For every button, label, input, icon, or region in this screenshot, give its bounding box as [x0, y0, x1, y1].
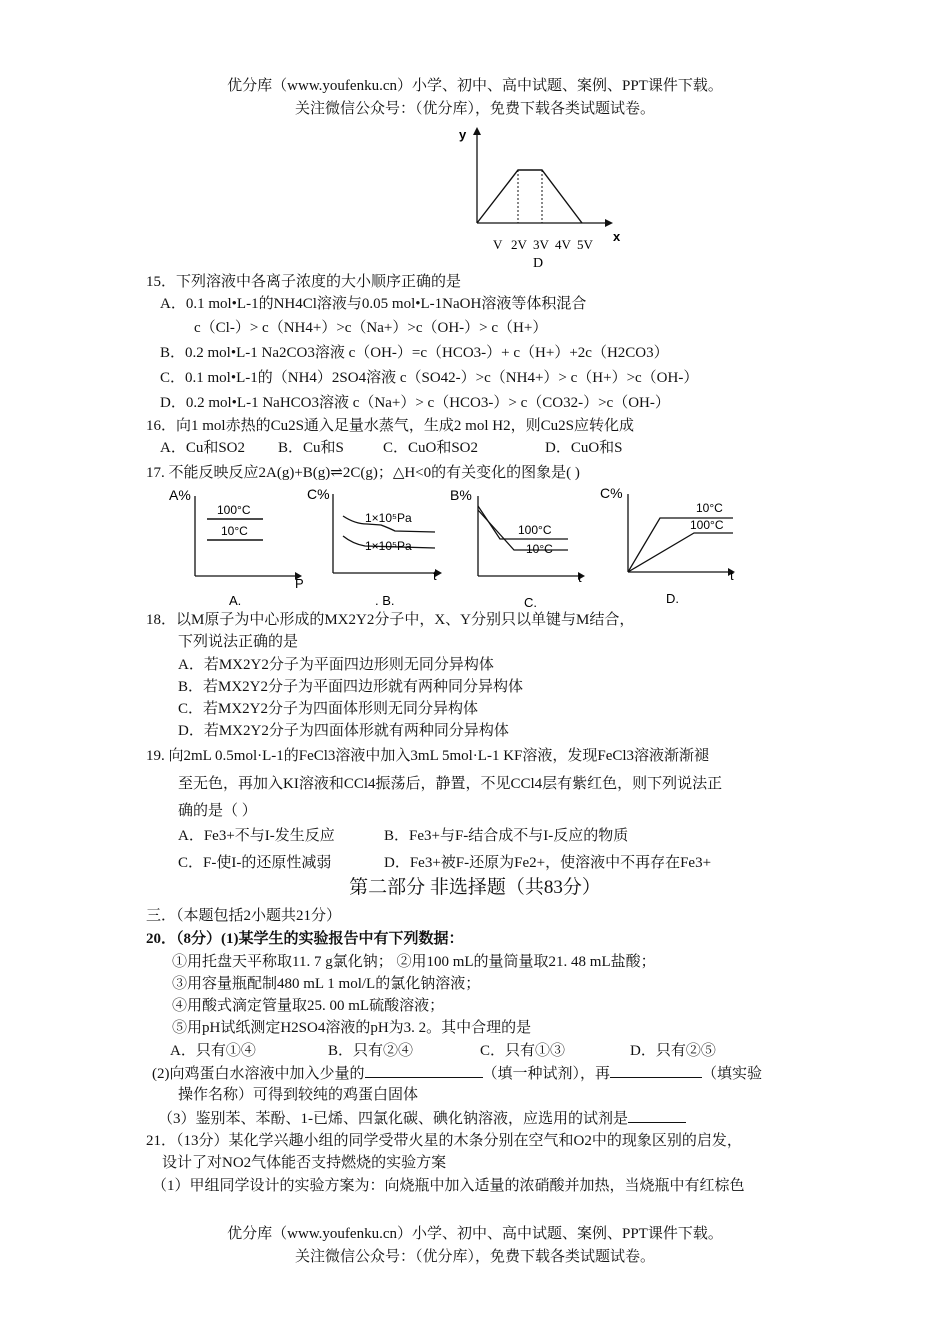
graph-d-tick: 4V: [555, 237, 571, 252]
q18-stem: 18．以M原子为中心形成的MX2Y2分子中，X、Y分别只以单键与M结合，: [146, 612, 635, 628]
graph-d-caption: D: [533, 256, 544, 270]
q20-reagent-blank[interactable]: [365, 1063, 483, 1078]
q17-d-curve1-label: 10°C: [696, 501, 723, 515]
graph-d-curve: [477, 170, 582, 223]
q17-d-ylabel: C%: [600, 485, 623, 501]
q15-option-a-relation: c（Cl-）> c（NH4+）>c（Na+）>c（OH-）> c（H+）: [194, 320, 548, 336]
q17-d-curve2-label: 100°C: [690, 518, 724, 532]
section3-title: 三．（本题包括2小题共21分）: [146, 908, 342, 924]
q17-c-curve1-label: 100°C: [518, 523, 552, 537]
q17-graph-d: [598, 482, 748, 608]
q18-option-a: A．若MX2Y2分子为平面四边形则无同分异构体: [178, 657, 494, 673]
graph-d: [445, 125, 645, 270]
q17-a-ylabel: A%: [169, 487, 191, 503]
q20-reagent3-blank[interactable]: [628, 1108, 686, 1123]
q20-part2: [152, 1063, 762, 1084]
header-line1: 优分库（www.youfenku.cn）小学、初中、高中试题、案例、PPT课件下载。: [227, 78, 723, 94]
q20-part2-text-b: （填一种试剂），再: [482, 1066, 611, 1082]
footer-line1: 优分库（www.youfenku.cn）小学、初中、高中试题、案例、PPT课件下载。: [227, 1226, 723, 1242]
graph-d-tick: V: [493, 237, 503, 252]
q16-option-d: D．CuO和S: [545, 440, 623, 456]
q16-stem: 16．向1 mol赤热的Cu2S通入足量水蒸气，生成2 mol H2，则Cu2S应转化成: [146, 418, 634, 434]
q17-b-curve1-label: 1×10⁵Pa: [365, 511, 412, 525]
header-line2: 关注微信公众号：（优分库），免费下载各类试题试卷。: [294, 101, 655, 117]
q19-option-c: C．F-使I-的还原性减弱: [178, 855, 332, 871]
q17-c-caption: C.: [524, 595, 537, 610]
q17-graph-b: [305, 484, 455, 610]
q17-d-caption: D.: [666, 591, 679, 606]
q20-option-c: C．只有①③: [480, 1043, 566, 1059]
q17-graph-a: [165, 484, 315, 610]
q17-b-xlabel: t: [433, 568, 437, 583]
graph-d-ylabel: y: [459, 127, 467, 142]
q17-d-curve2: [628, 533, 733, 572]
q18-stem-cont: 下列说法正确的是: [178, 634, 299, 650]
q17-graph-c: [448, 484, 598, 610]
q17-a-curve1: 100°C: [217, 503, 251, 517]
q21-part1: （1）甲组同学设计的实验方案为：向烧瓶中加入适量的浓硝酸并加热，当烧瓶中有红棕色: [152, 1178, 745, 1194]
q15-option-c: C．0.1 mol•L-1的（NH4）2SO4溶液 c（SO42-）>c（NH4+）> c（H+）>c（OH-）: [160, 370, 699, 386]
q17-b-caption: . B.: [375, 593, 395, 608]
q16-option-c: C．CuO和SO2: [383, 440, 479, 456]
q17-stem: 17. 不能反映反应2A(g)+B(g)⇌2C(g)；△H<0的有关变化的图象是( ): [146, 465, 580, 481]
q20-option-d: D．只有②⑤: [630, 1043, 716, 1059]
q20-option-a: A．只有①④: [170, 1043, 256, 1059]
q20-part2-text-a: (2)向鸡蛋白水溶液中加入少量的: [152, 1066, 365, 1082]
part2-title: 第二部分 非选择题（共83分）: [349, 877, 601, 898]
q19-stem-cont1: 至无色，再加入KI溶液和CCl4振荡后，静置，不见CCl4层有紫红色，则下列说法正: [178, 776, 723, 792]
q20-part2-text-c: （填实验: [702, 1066, 763, 1082]
graph-d-xlabel: x: [613, 229, 621, 244]
q20-part2-cont: 操作名称）可得到较纯的鸡蛋白固体: [178, 1087, 419, 1103]
q19-stem-cont2: 确的是（ ）: [178, 803, 257, 819]
q20-option-b: B．只有②④: [328, 1043, 414, 1059]
q21-stem: 21．（13分）某化学兴趣小组的同学受带火星的木条分别在空气和O2中的现象区别的启发，: [146, 1133, 742, 1149]
q20-item5: ⑤用pH试纸测定H2SO4溶液的pH为3. 2。其中合理的是: [172, 1020, 532, 1036]
q20-part3: [158, 1108, 686, 1129]
q21-stem-cont: 设计了对NO2气体能否支持燃烧的实验方案: [162, 1155, 447, 1171]
q17-c-ylabel: B%: [450, 487, 472, 503]
q15-stem: 15．下列溶液中各离子浓度的大小顺序正确的是: [146, 274, 462, 290]
q17-a-caption: A.: [229, 593, 242, 608]
q19-stem: 19. 向2mL 0.5mol·L-1的FeCl3溶液中加入3mL 5mol·L-1 KF溶液，发现FeCl3溶液渐渐褪: [146, 748, 710, 764]
q18-option-b: B．若MX2Y2分子为平面四边形就有两种同分异构体: [178, 679, 524, 695]
q17-b-ylabel: C%: [307, 486, 330, 502]
q20-item3: ③用容量瓶配制480 mL 1 mol/L的氯化钠溶液；: [172, 976, 481, 992]
q20-part3-text: （3）鉴别苯、苯酚、1-已烯、四氯化碳、碘化钠溶液，应选用的试剂是: [158, 1111, 628, 1127]
footer-line2: 关注微信公众号：（优分库），免费下载各类试题试卷。: [294, 1249, 655, 1265]
graph-d-tick: 2V: [511, 237, 527, 252]
q15-option-b: B．0.2 mol•L-1 Na2CO3溶液 c（OH-）=c（HCO3-）+ c（H+）+2c（H2CO3）: [160, 345, 669, 361]
q20-operation-blank[interactable]: [610, 1063, 702, 1078]
q17-a-xlabel: P: [295, 576, 304, 591]
q20-item1-2: ①用托盘天平称取11. 7 g氯化钠； ②用100 mL的量筒量取21. 48 mL盐酸；: [172, 954, 656, 970]
q16-option-a: A．Cu和SO2: [160, 440, 246, 456]
q16-option-b: B．Cu和S: [278, 440, 344, 456]
q17-a-curve2: 10°C: [221, 524, 248, 538]
q18-option-c: C．若MX2Y2分子为四面体形则无同分异构体: [178, 701, 479, 717]
q19-option-d: D．Fe3+被F-还原为Fe2+，使溶液中不再存在Fe3+: [384, 855, 712, 871]
graph-d-tick: 5V: [577, 237, 593, 252]
q17-b-curve2-label: 1×10⁵Pa: [365, 539, 412, 553]
q20-item4: ④用酸式滴定管量取25. 00 mL硫酸溶液；: [172, 998, 445, 1014]
q15-option-a: A．0.1 mol•L-1的NH4Cl溶液与0.05 mol•L-1NaOH溶液等体积混合: [160, 296, 587, 312]
q19-option-a: A．Fe3+不与I-发生反应: [178, 828, 335, 844]
q19-option-b: B．Fe3+与F-结合成不与I-反应的物质: [384, 828, 629, 844]
q15-option-d: D．0.2 mol•L-1 NaHCO3溶液 c（Na+）> c（HCO3-）> c（CO32-）>c（OH-）: [160, 395, 670, 411]
q20-stem: 20．（8分）(1)某学生的实验报告中有下列数据：: [146, 931, 464, 947]
q17-c-xlabel: t: [578, 570, 582, 585]
q18-option-d: D．若MX2Y2分子为四面体形就有两种同分异构体: [178, 723, 509, 739]
graph-d-tick: 3V: [533, 237, 549, 252]
q17-d-xlabel: t: [730, 568, 734, 583]
q17-c-curve2-label: 10°C: [526, 542, 553, 556]
